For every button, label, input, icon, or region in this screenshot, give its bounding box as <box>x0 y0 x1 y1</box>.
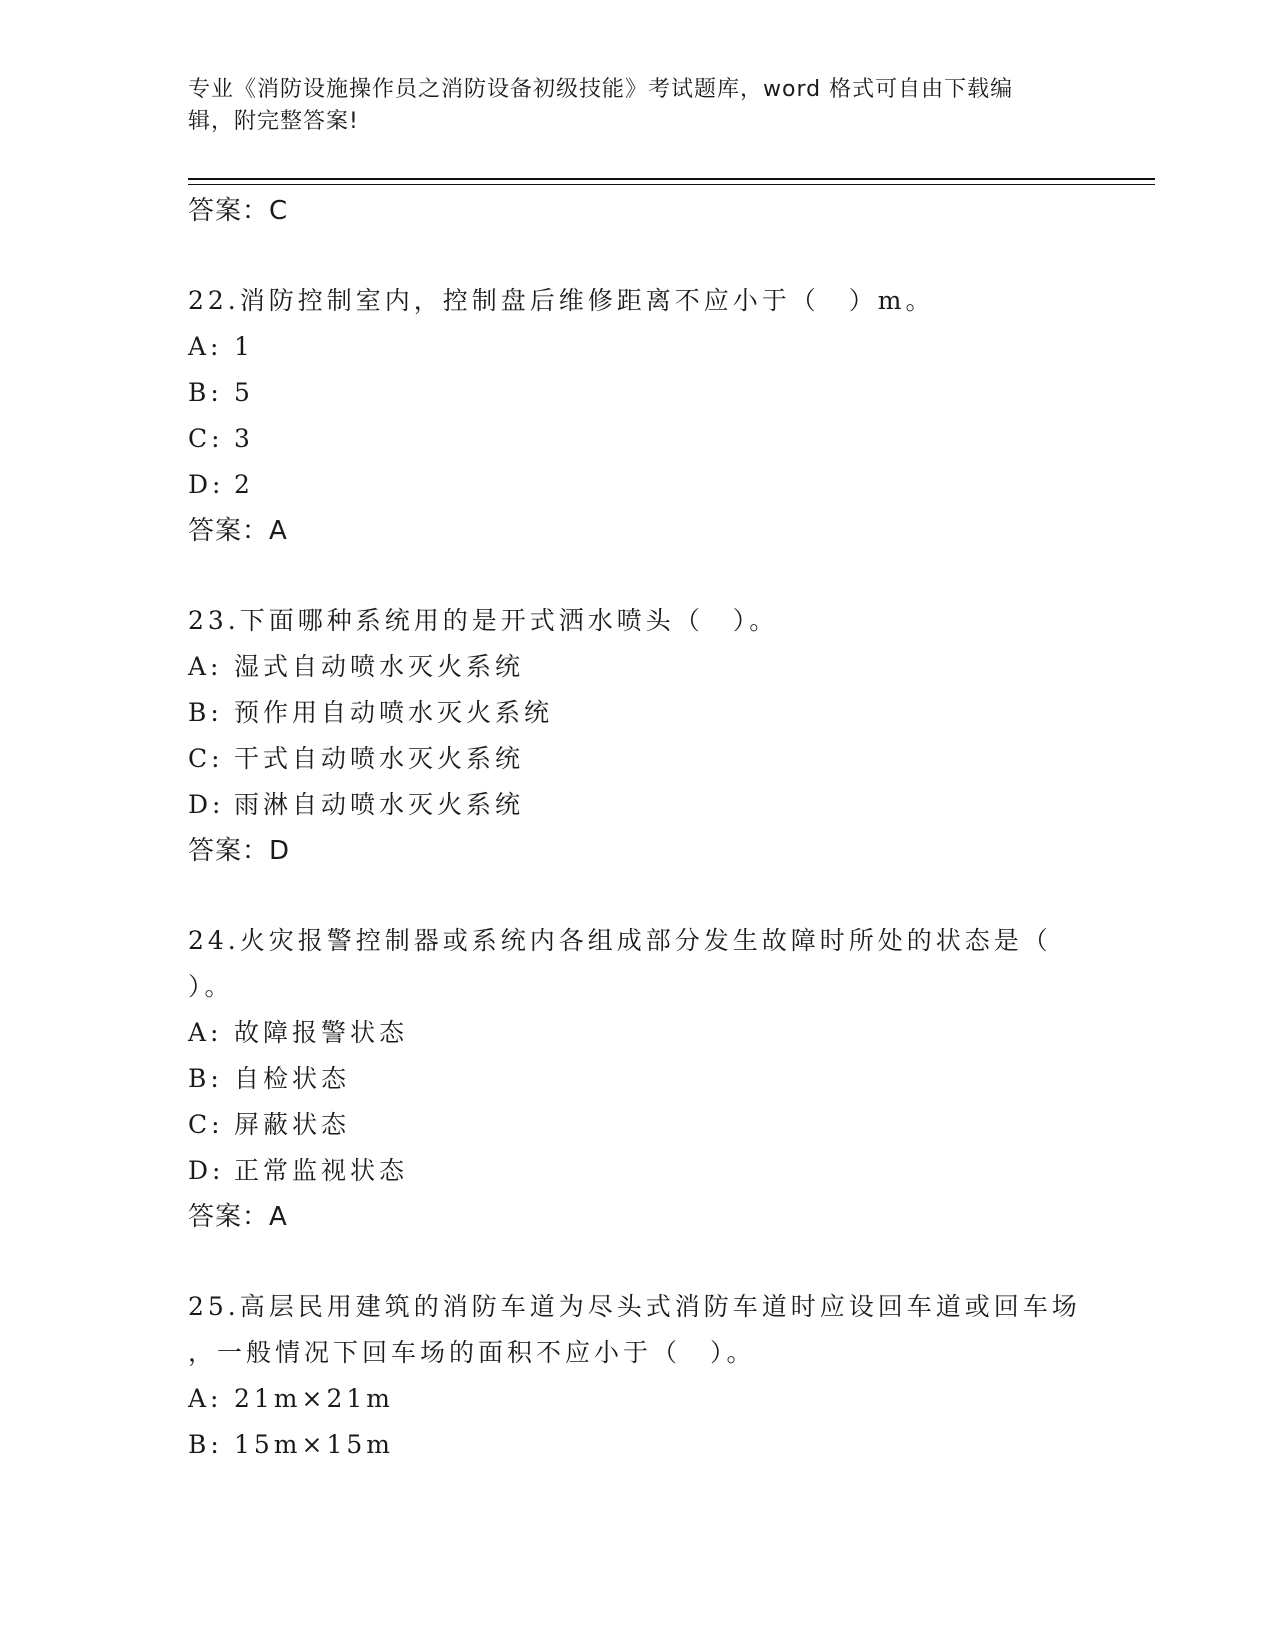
option-a <box>188 324 1148 370</box>
option-letter: B: <box>188 378 223 407</box>
option-letter: A: <box>188 332 223 361</box>
option-d <box>188 1148 1148 1194</box>
answer-value: D <box>269 836 291 866</box>
option-letter: C: <box>188 424 224 453</box>
option-a <box>188 644 1148 690</box>
option-text: 屏蔽状态 <box>234 1110 351 1139</box>
answer-label: 答案： <box>188 196 270 226</box>
question-stem <box>188 1284 1088 1376</box>
option-b <box>188 1422 1148 1468</box>
question-answer <box>188 1194 1148 1240</box>
option-text: 湿式自动喷水灭火系统 <box>234 652 525 681</box>
question-stem <box>188 918 1088 1010</box>
option-text: 21m×21m <box>234 1384 394 1413</box>
option-c <box>188 416 1148 462</box>
answer-label: 答案： <box>188 836 270 866</box>
question-25 <box>188 1284 1148 1468</box>
option-b <box>188 1056 1148 1102</box>
option-text: 5 <box>234 378 254 407</box>
answer-label: 答案： <box>188 1202 270 1232</box>
header-note-line-2: 辑，附完整答案! <box>188 109 359 134</box>
option-text: 15m×15m <box>234 1430 394 1459</box>
question-stem-line: 25.高层民用建筑的消防车道为尽头式消防车道时应设回车道或回车场 <box>188 1292 1081 1321</box>
header-divider-thick <box>188 178 1155 180</box>
question-stem-line: 22.消防控制室内，控制盘后维修距离不应小于（ ）m。 <box>188 286 935 315</box>
question-answer <box>188 828 1148 874</box>
question-stem <box>188 598 1088 644</box>
option-letter: A: <box>188 1018 223 1047</box>
header-note-line-1: 专业《消防设施操作员之消防设备初级技能》考试题库，word 格式可自由下载编 <box>188 77 1014 102</box>
header-note <box>188 74 1088 138</box>
question-stem-line: 23.下面哪种系统用的是开式洒水喷头（ ）。 <box>188 606 779 635</box>
option-text: 雨淋自动喷水灭火系统 <box>234 790 525 819</box>
option-text: 2 <box>234 470 254 499</box>
option-letter: A: <box>188 1384 223 1413</box>
question-24 <box>188 918 1148 1240</box>
option-a <box>188 1376 1148 1422</box>
option-text: 预作用自动喷水灭火系统 <box>234 698 554 727</box>
option-text: 故障报警状态 <box>234 1018 409 1047</box>
question-stem-line: 24.火灾报警控制器或系统内各组成部分发生故障时所处的状态是（ <box>188 926 1052 955</box>
question-22 <box>188 278 1148 554</box>
answer-label: 答案： <box>188 516 270 546</box>
option-b <box>188 370 1148 416</box>
option-letter: C: <box>188 744 224 773</box>
option-c <box>188 736 1148 782</box>
option-text: 自检状态 <box>234 1064 351 1093</box>
option-letter: B: <box>188 1064 223 1093</box>
answer-value: A <box>269 1202 288 1232</box>
option-letter: B: <box>188 698 223 727</box>
question-list <box>188 188 1148 1468</box>
option-letter: D: <box>188 1156 225 1185</box>
answer-value: A <box>269 516 288 546</box>
option-d <box>188 782 1148 828</box>
option-d <box>188 462 1148 508</box>
question-stem <box>188 278 1088 324</box>
question-stem-line: ）。 <box>188 972 234 1001</box>
question-answer <box>188 508 1148 554</box>
option-text: 3 <box>234 424 254 453</box>
option-a <box>188 1010 1148 1056</box>
option-text: 正常监视状态 <box>234 1156 409 1185</box>
option-letter: C: <box>188 1110 224 1139</box>
question-23 <box>188 598 1148 874</box>
option-text: 1 <box>234 332 254 361</box>
question-stem-line: ，一般情况下回车场的面积不应小于（ ）。 <box>188 1338 756 1367</box>
option-letter: B: <box>188 1430 223 1459</box>
option-letter: D: <box>188 470 225 499</box>
option-b <box>188 690 1148 736</box>
answer-value: C <box>269 196 289 226</box>
header-divider-thin <box>188 184 1155 185</box>
previous-answer <box>188 188 1148 234</box>
option-letter: A: <box>188 652 223 681</box>
option-text: 干式自动喷水灭火系统 <box>234 744 525 773</box>
option-c <box>188 1102 1148 1148</box>
option-letter: D: <box>188 790 225 819</box>
